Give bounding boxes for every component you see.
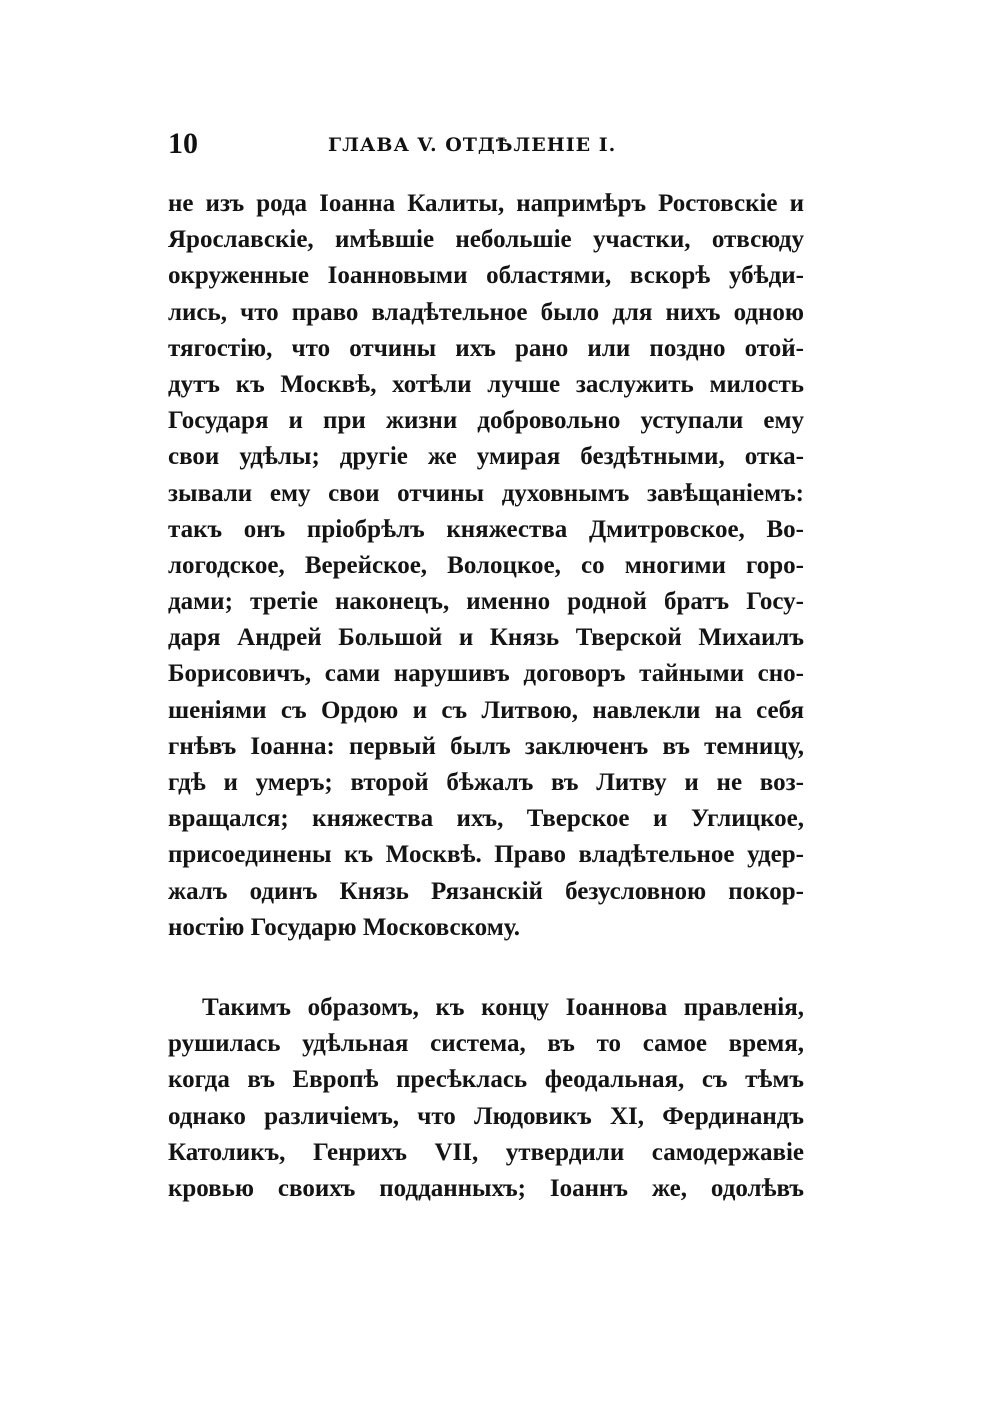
- text-line: свои удѣлы; другіе же умирая бездѣтными, отка-: [168, 443, 804, 471]
- text-line: окруженные Іоанновыми областями, вскорѣ убѣди-: [168, 262, 804, 290]
- running-title: ГЛАВА V. ОТДѢЛЕНІЕ I.: [328, 134, 617, 156]
- text-line: дами; третіе наконецъ, именно родной братъ Госу-: [168, 588, 804, 616]
- paragraph-1: [168, 186, 804, 946]
- text-line: жалъ одинъ Князь Рязанскій безусловною покор-: [168, 877, 804, 905]
- text-line: присоединены къ Москвѣ. Право владѣтельное удер-: [168, 841, 804, 869]
- page-number: 10: [168, 127, 198, 160]
- text-line: кровью своихъ подданныхъ; Іоаннъ же, одолѣвъ: [168, 1174, 804, 1202]
- text-line: Католикъ, Генрихъ VII, утвердили самодержавіе: [168, 1138, 804, 1166]
- text-line: рушилась удѣльная система, въ то самое время,: [168, 1030, 804, 1058]
- text-line: зывали ему свои отчины духовнымъ завѣщаніемъ:: [168, 479, 804, 507]
- text-line: Государя и при жизни добровольно уступали ему: [168, 407, 804, 435]
- text-line: Борисовичъ, сами нарушивъ договоръ тайными сно-: [168, 660, 804, 688]
- page-header: [168, 126, 804, 166]
- text-line: гнѣвъ Іоанна: первый былъ заключенъ въ темницу,: [168, 732, 804, 760]
- text-line: когда въ Европѣ пресѣклась феодальная, съ тѣмъ: [168, 1066, 804, 1094]
- text-line: не изъ рода Іоанна Калиты, напримѣръ Ростовскіе и: [168, 190, 804, 217]
- text-line: логодское, Верейское, Волоцкое, со многими горо-: [168, 551, 804, 579]
- text-line: шеніями съ Ордою и съ Литвою, навлекли на себя: [168, 696, 804, 724]
- text-line: гдѣ и умеръ; второй бѣжалъ въ Литву и не воз-: [168, 769, 804, 796]
- text-line: лись, что право владѣтельное было для нихъ одною: [168, 298, 804, 326]
- text-line: Ярославскіе, имѣвшіе небольшіе участки, отвсюду: [168, 226, 804, 254]
- paragraph-2: [168, 990, 804, 1207]
- text-line: такъ онъ пріобрѣлъ княжества Дмитровское, Во-: [168, 515, 804, 543]
- text-line: Такимъ образомъ, къ концу Іоаннова правленія,: [202, 994, 804, 1021]
- text-line: тягостію, что отчины ихъ рано или поздно отой-: [168, 334, 804, 362]
- text-line: даря Андрей Большой и Князь Тверской Михаилъ: [168, 624, 804, 652]
- text-line: дутъ къ Москвѣ, хотѣли лучше заслужить милость: [168, 370, 804, 398]
- text-line: ностію Государю Московскому.: [168, 913, 520, 941]
- text-line: вращался; княжества ихъ, Тверское и Углицкое,: [168, 805, 804, 833]
- text-line: однако различіемъ, что Людовикъ XI, Фердинандъ: [168, 1102, 804, 1130]
